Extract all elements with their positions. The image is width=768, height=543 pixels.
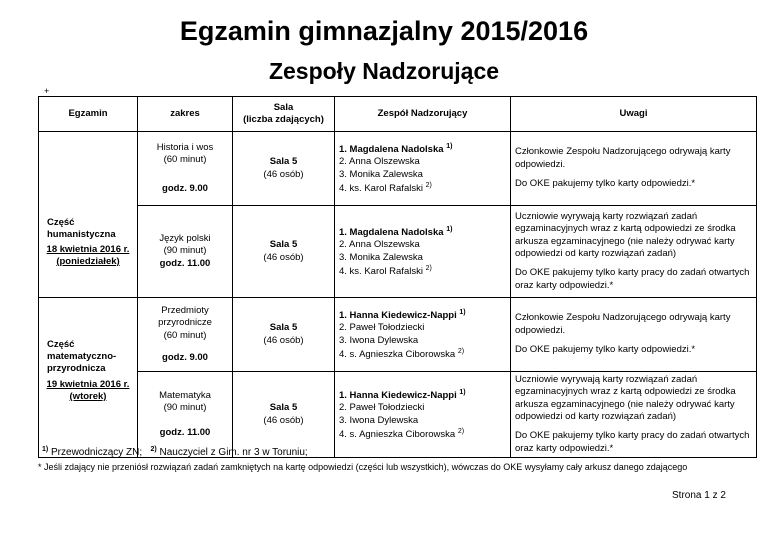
room-capacity: (46 osób)	[263, 334, 304, 346]
exam-date: 18 kwietnia 2016 r. (poniedziałek)	[46, 243, 130, 267]
footnote-mark-2: 2)	[150, 446, 157, 453]
remarks-cell	[511, 298, 757, 372]
exam-time: godz. 9.00	[162, 351, 208, 363]
exam-time: godz. 11.00	[159, 257, 211, 269]
remark-text: Do OKE pakujemy tylko karty pracy do zadań otwartych oraz karty odpowiedzi.*	[515, 267, 750, 291]
room-capacity: (46 osób)	[263, 414, 304, 426]
header-egzamin: Egzamin	[39, 97, 138, 132]
team-member-3: 3. Monika Zalewska	[339, 168, 423, 180]
team-member-2: 2. Paweł Tołodziecki	[339, 402, 425, 414]
supervision-table	[38, 96, 757, 458]
footnote-ref: 2)	[425, 181, 432, 189]
team-member-name: 4. ks. Karol Rafalski	[339, 182, 423, 194]
remark-text: Do OKE pakujemy tylko karty odpowiedzi.*	[515, 344, 696, 356]
team-member-name: 1. Hanna Kiedewicz-Nappi	[339, 309, 457, 321]
remark-text: Członkowie Zespołu Nadzorującego odrywają karty odpowiedzi.	[515, 146, 731, 170]
remarks-cell	[511, 372, 757, 458]
table-row	[39, 298, 757, 372]
team-member-4	[339, 427, 506, 441]
header-uwagi: Uwagi	[511, 97, 757, 132]
zakres-cell	[138, 298, 233, 372]
footnote-ref: 1)	[446, 142, 453, 150]
sala-cell	[233, 298, 335, 372]
zakres-text: Historia i wos (60 minut)	[156, 141, 214, 166]
footnote-ref: 2)	[425, 264, 432, 272]
team-cell	[335, 206, 511, 298]
exam-time: godz. 11.00	[159, 426, 211, 438]
team-cell	[335, 298, 511, 372]
sala-cell	[233, 372, 335, 458]
team-member-4	[339, 181, 506, 195]
team-member-name: 1. Magdalena Nadolska	[339, 143, 444, 155]
footnote-ref: 2)	[457, 427, 465, 435]
remark-text: Do OKE pakujemy tylko karty pracy do zadań otwartych oraz karty odpowiedzi.*	[515, 430, 750, 454]
zakres-cell	[138, 132, 233, 206]
document-title: Egzamin gimnazjalny 2015/2016	[179, 16, 589, 46]
team-member-1	[339, 308, 506, 322]
room-label: Sala 5	[269, 402, 298, 414]
table-header-row	[39, 97, 757, 132]
remarks-cell	[511, 206, 757, 298]
page-number: Strona 1 z 2	[672, 490, 726, 501]
table-row	[39, 372, 757, 458]
table-anchor-marker: +	[44, 86, 50, 96]
footnote-mark-1: 1)	[42, 446, 49, 453]
remark-text: Uczniowie wyrywają karty rozwiązań zadań egzaminacyjnych wraz z kartą odpowiedzi ze środka arkusza egzaminacyjnego (nie należy odrywać karty odpowiedzi od karty rozwiązań zadań)	[515, 374, 736, 423]
team-member-name: 4. s. Agnieszka Ciborowska	[339, 348, 456, 360]
footnote-legend	[42, 446, 308, 458]
zakres-cell	[138, 206, 233, 298]
exam-name: Część matematyczno-przyrodnicza	[47, 338, 117, 375]
zakres-text: Język polski (90 minut)	[159, 232, 211, 257]
remark-text: Do OKE pakujemy tylko karty odpowiedzi.*	[515, 178, 696, 190]
team-member-name: 1. Magdalena Nadolska	[339, 226, 444, 238]
footnote-ref: 1)	[459, 308, 466, 316]
header-sala	[233, 97, 335, 132]
team-member-name: 1. Hanna Kiedewicz-Nappi	[339, 389, 457, 401]
zakres-text: Przedmioty przyrodnicze (60 minut)	[158, 304, 212, 341]
footnote-text-2: Nauczyciel z Gim. nr 3 w Toruniu;	[159, 447, 308, 458]
table-row	[39, 206, 757, 298]
remark-text: Uczniowie wyrywają karty rozwiązań zadań egzaminacyjnych wraz z kartą odpowiedzi ze środka arkusza egzaminacyjnego (nie należy odrywać karty odpowiedzi od karty rozwiązań zadań)	[515, 210, 736, 259]
team-cell	[335, 372, 511, 458]
team-member-4	[339, 347, 506, 361]
room-capacity: (46 osób)	[263, 251, 304, 263]
footnote-star: * Jeśli zdający nie przeniósł rozwiązań zadań zamkniętych na kartę odpowiedzi (części lub wszystkich), wówczas do OKE wysyłamy cały arkusz danego zdającego	[38, 462, 688, 472]
exam-cell-humanistyczna	[39, 132, 138, 298]
team-member-1	[339, 225, 506, 239]
header-sala-label: Sala (liczba zdających)	[243, 101, 324, 125]
team-member-4	[339, 264, 506, 278]
footnote-ref: 1)	[459, 388, 466, 396]
exam-name: Część humanistyczna	[47, 216, 116, 240]
team-member-2: 2. Paweł Tołodziecki	[339, 322, 425, 334]
exam-date: 19 kwietnia 2016 r. (wtorek)	[46, 378, 130, 402]
sala-cell	[233, 206, 335, 298]
header-zespol: Zespół Nadzorujący	[335, 97, 511, 132]
team-member-name: 4. ks. Karol Rafalski	[339, 265, 423, 277]
sala-cell	[233, 132, 335, 206]
remarks-cell	[511, 132, 757, 206]
footnote-text-1: Przewodniczący ZN;	[51, 447, 143, 458]
room-label: Sala 5	[269, 239, 298, 251]
team-cell	[335, 132, 511, 206]
footnote-ref: 2)	[457, 347, 465, 355]
team-member-3: 3. Monika Zalewska	[339, 251, 423, 263]
header-zakres: zakres	[138, 97, 233, 132]
team-member-1	[339, 142, 506, 156]
team-member-3: 3. Iwona Dylewska	[339, 334, 419, 346]
team-member-2: 2. Anna Olszewska	[339, 239, 420, 251]
team-member-1	[339, 388, 506, 402]
room-label: Sala 5	[269, 156, 298, 168]
exam-cell-matematyczno-przyrodnicza	[39, 298, 138, 458]
zakres-text: Matematyka (90 minut)	[159, 390, 211, 414]
footnote-ref: 1)	[446, 225, 453, 233]
team-member-2: 2. Anna Olszewska	[339, 156, 420, 168]
team-member-3: 3. Iwona Dylewska	[339, 414, 419, 426]
remark-text: Członkowie Zespołu Nadzorującego odrywają karty odpowiedzi.	[515, 312, 731, 336]
room-label: Sala 5	[269, 322, 298, 334]
room-capacity: (46 osób)	[263, 168, 304, 180]
team-member-name: 4. s. Agnieszka Ciborowska	[339, 428, 456, 440]
zakres-cell	[138, 372, 233, 458]
document-subtitle: Zespoły Nadzorujące	[268, 58, 500, 84]
exam-time: godz. 9.00	[162, 182, 208, 194]
table-row	[39, 132, 757, 206]
